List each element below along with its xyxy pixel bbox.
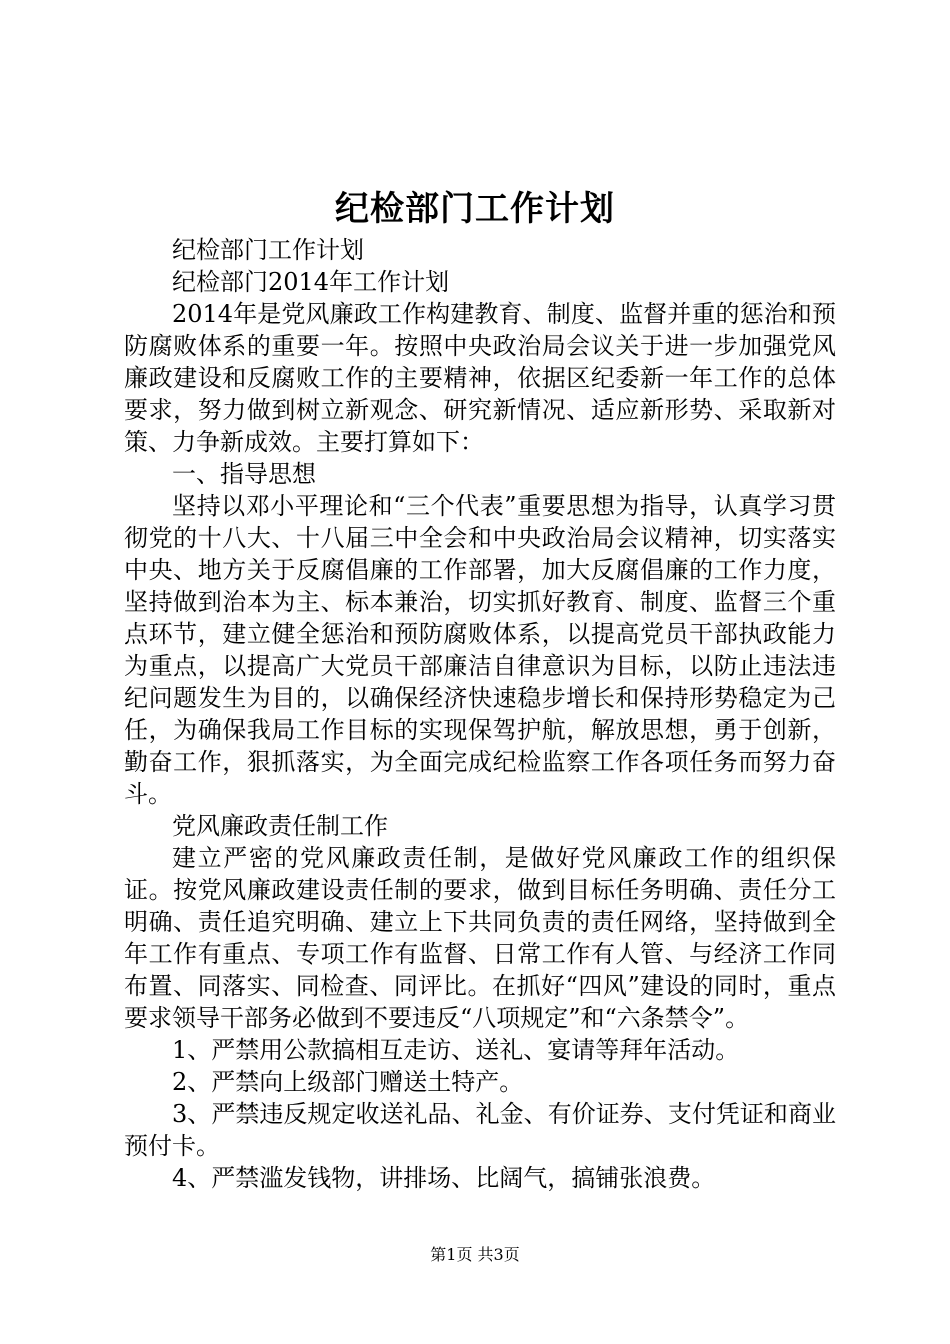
document-title: 纪检部门工作计划 (335, 189, 615, 229)
rule-item-4: 4、严禁滥发钱物，讲排场、比阔气，搞铺张浪费。 (172, 1164, 716, 1192)
section-heading-responsibility-system: 党风廉政责任制工作 (172, 812, 388, 840)
intro-paragraph: 2014年是党风廉政工作构建教育、制度、监督并重的惩治和预防腐败体系的重要一年。按照中央政治局会议关于进一步加强党风廉政建设和反腐败工作的主要精神，依据区纪委新一年工作的总体要求，努力做到树立新观念、研究新情况、适应新形势、采取新对策、力争新成效。主要打算如下： (124, 300, 836, 456)
document-body (124, 234, 836, 1194)
rule-item-2: 2、严禁向上级部门赠送土特产。 (172, 1068, 524, 1096)
section-heading-guiding-ideology: 一、指导思想 (172, 460, 316, 488)
rule-item-3: 3、严禁违反规定收送礼品、礼金、有价证券、支付凭证和商业预付卡。 (124, 1100, 836, 1160)
responsibility-system-paragraph: 建立严密的党风廉政责任制，是做好党风廉政工作的组织保证。按党风廉政建设责任制的要求，做到目标任务明确、责任分工明确、责任追究明确、建立上下共同负责的责任网络，坚持做到全年工作有重点、专项工作有监督、日常工作有人管、与经济工作同布置、同落实、同检查、同评比。在抓好“四风”建设的同时，重点要求领导干部务必做到不要违反“八项规定”和“六条禁令”。 (124, 844, 836, 1032)
page-footer: 第1页 共3页 (430, 1245, 520, 1264)
guiding-ideology-paragraph: 坚持以邓小平理论和“三个代表”重要思想为指导，认真学习贯彻党的十八大、十八届三中全会和中央政治局会议精神，切实落实中央、地方关于反腐倡廉的工作部署，加大反腐倡廉的工作力度，坚持做到治本为主、标本兼治，切实抓好教育、制度、监督三个重点环节，建立健全惩治和预防腐败体系，以提高党员干部执政能力为重点，以提高广大党员干部廉洁自律意识为目标，以防止违法违纪问题发生为目的，以确保经济快速稳步增长和保持形势稳定为己任，为确保我局工作目标的实现保驾护航，解放思想，勇于创新，勤奋工作，狠抓落实，为全面完成纪检监察工作各项任务而努力奋斗。 (124, 492, 836, 808)
plan-heading: 纪检部门2014年工作计划 (172, 268, 450, 296)
subtitle-line: 纪检部门工作计划 (172, 236, 364, 264)
rule-item-1: 1、严禁用公款搞相互走访、送礼、宴请等拜年活动。 (172, 1036, 740, 1064)
